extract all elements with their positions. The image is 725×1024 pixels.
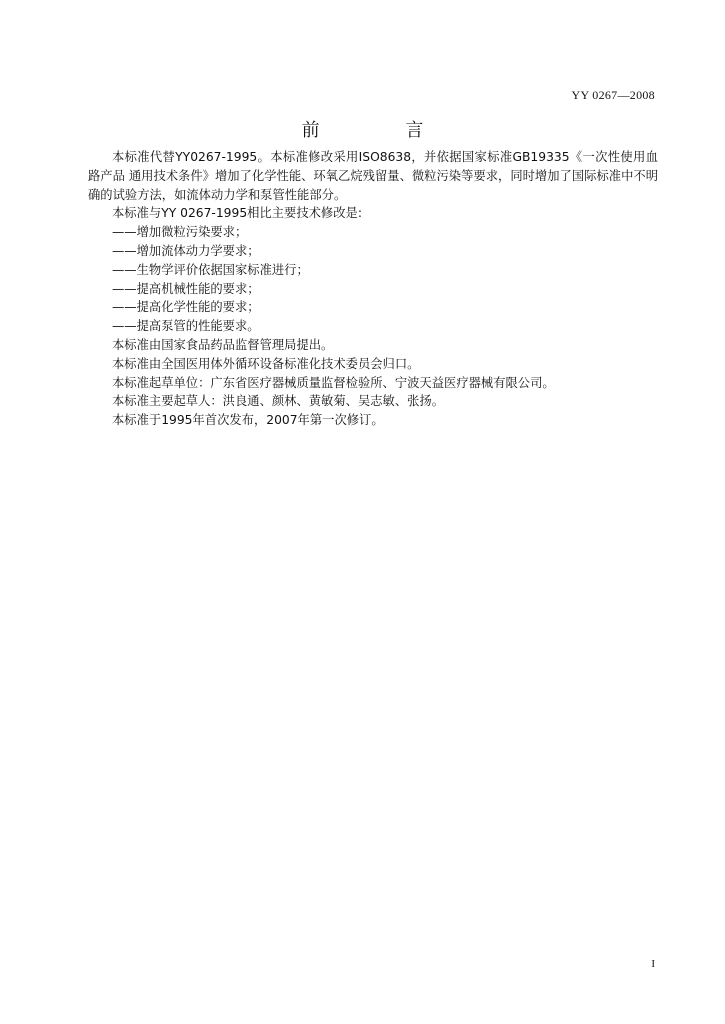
list-item: ——提高机械性能的要求；	[112, 281, 260, 296]
list-item: ——生物学评价依据国家标准进行；	[112, 262, 309, 277]
proposer-paragraph: 本标准由国家食品药品监督管理局提出。	[112, 337, 334, 352]
changes-intro-paragraph: 本标准与YY 0267-1995相比主要技术修改是:	[112, 206, 362, 221]
committee-paragraph: 本标准由全国医用体外循环设备标准化技术委员会归口。	[112, 356, 420, 371]
list-item: ——提高泵管的性能要求。	[112, 319, 260, 334]
foreword-body	[88, 148, 658, 430]
standard-code: YY 0267—2008	[571, 88, 655, 102]
page-number: I	[651, 958, 655, 970]
history-paragraph: 本标准于1995年首次发布，2007年第一次修订。	[112, 413, 384, 428]
list-item: ——增加流体动力学要求；	[112, 243, 260, 258]
changes-list	[88, 223, 658, 336]
list-item: ——增加微粒污染要求；	[112, 225, 248, 240]
drafters-paragraph: 本标准主要起草人：洪良通、颜林、黄敏菊、吴志敏、张扬。	[112, 394, 445, 409]
list-item: ——提高化学性能的要求；	[112, 300, 260, 315]
drafting-units-paragraph: 本标准起草单位：广东省医疗器械质量监督检验所、宁波天益医疗器械有限公司。	[112, 375, 555, 390]
page-title: 前 言	[301, 120, 464, 141]
intro-paragraph: 本标准代替YY0267-1995。本标准修改采用ISO8638，并依据国家标准GB19335《一次性使用血路产品 通用技术条件》增加了化学性能、环氧乙烷残留量、微粒污染等要求，同时增加了国际标准中不明确的试验方法，如流体动力学和泵管性能部分。	[88, 150, 658, 202]
